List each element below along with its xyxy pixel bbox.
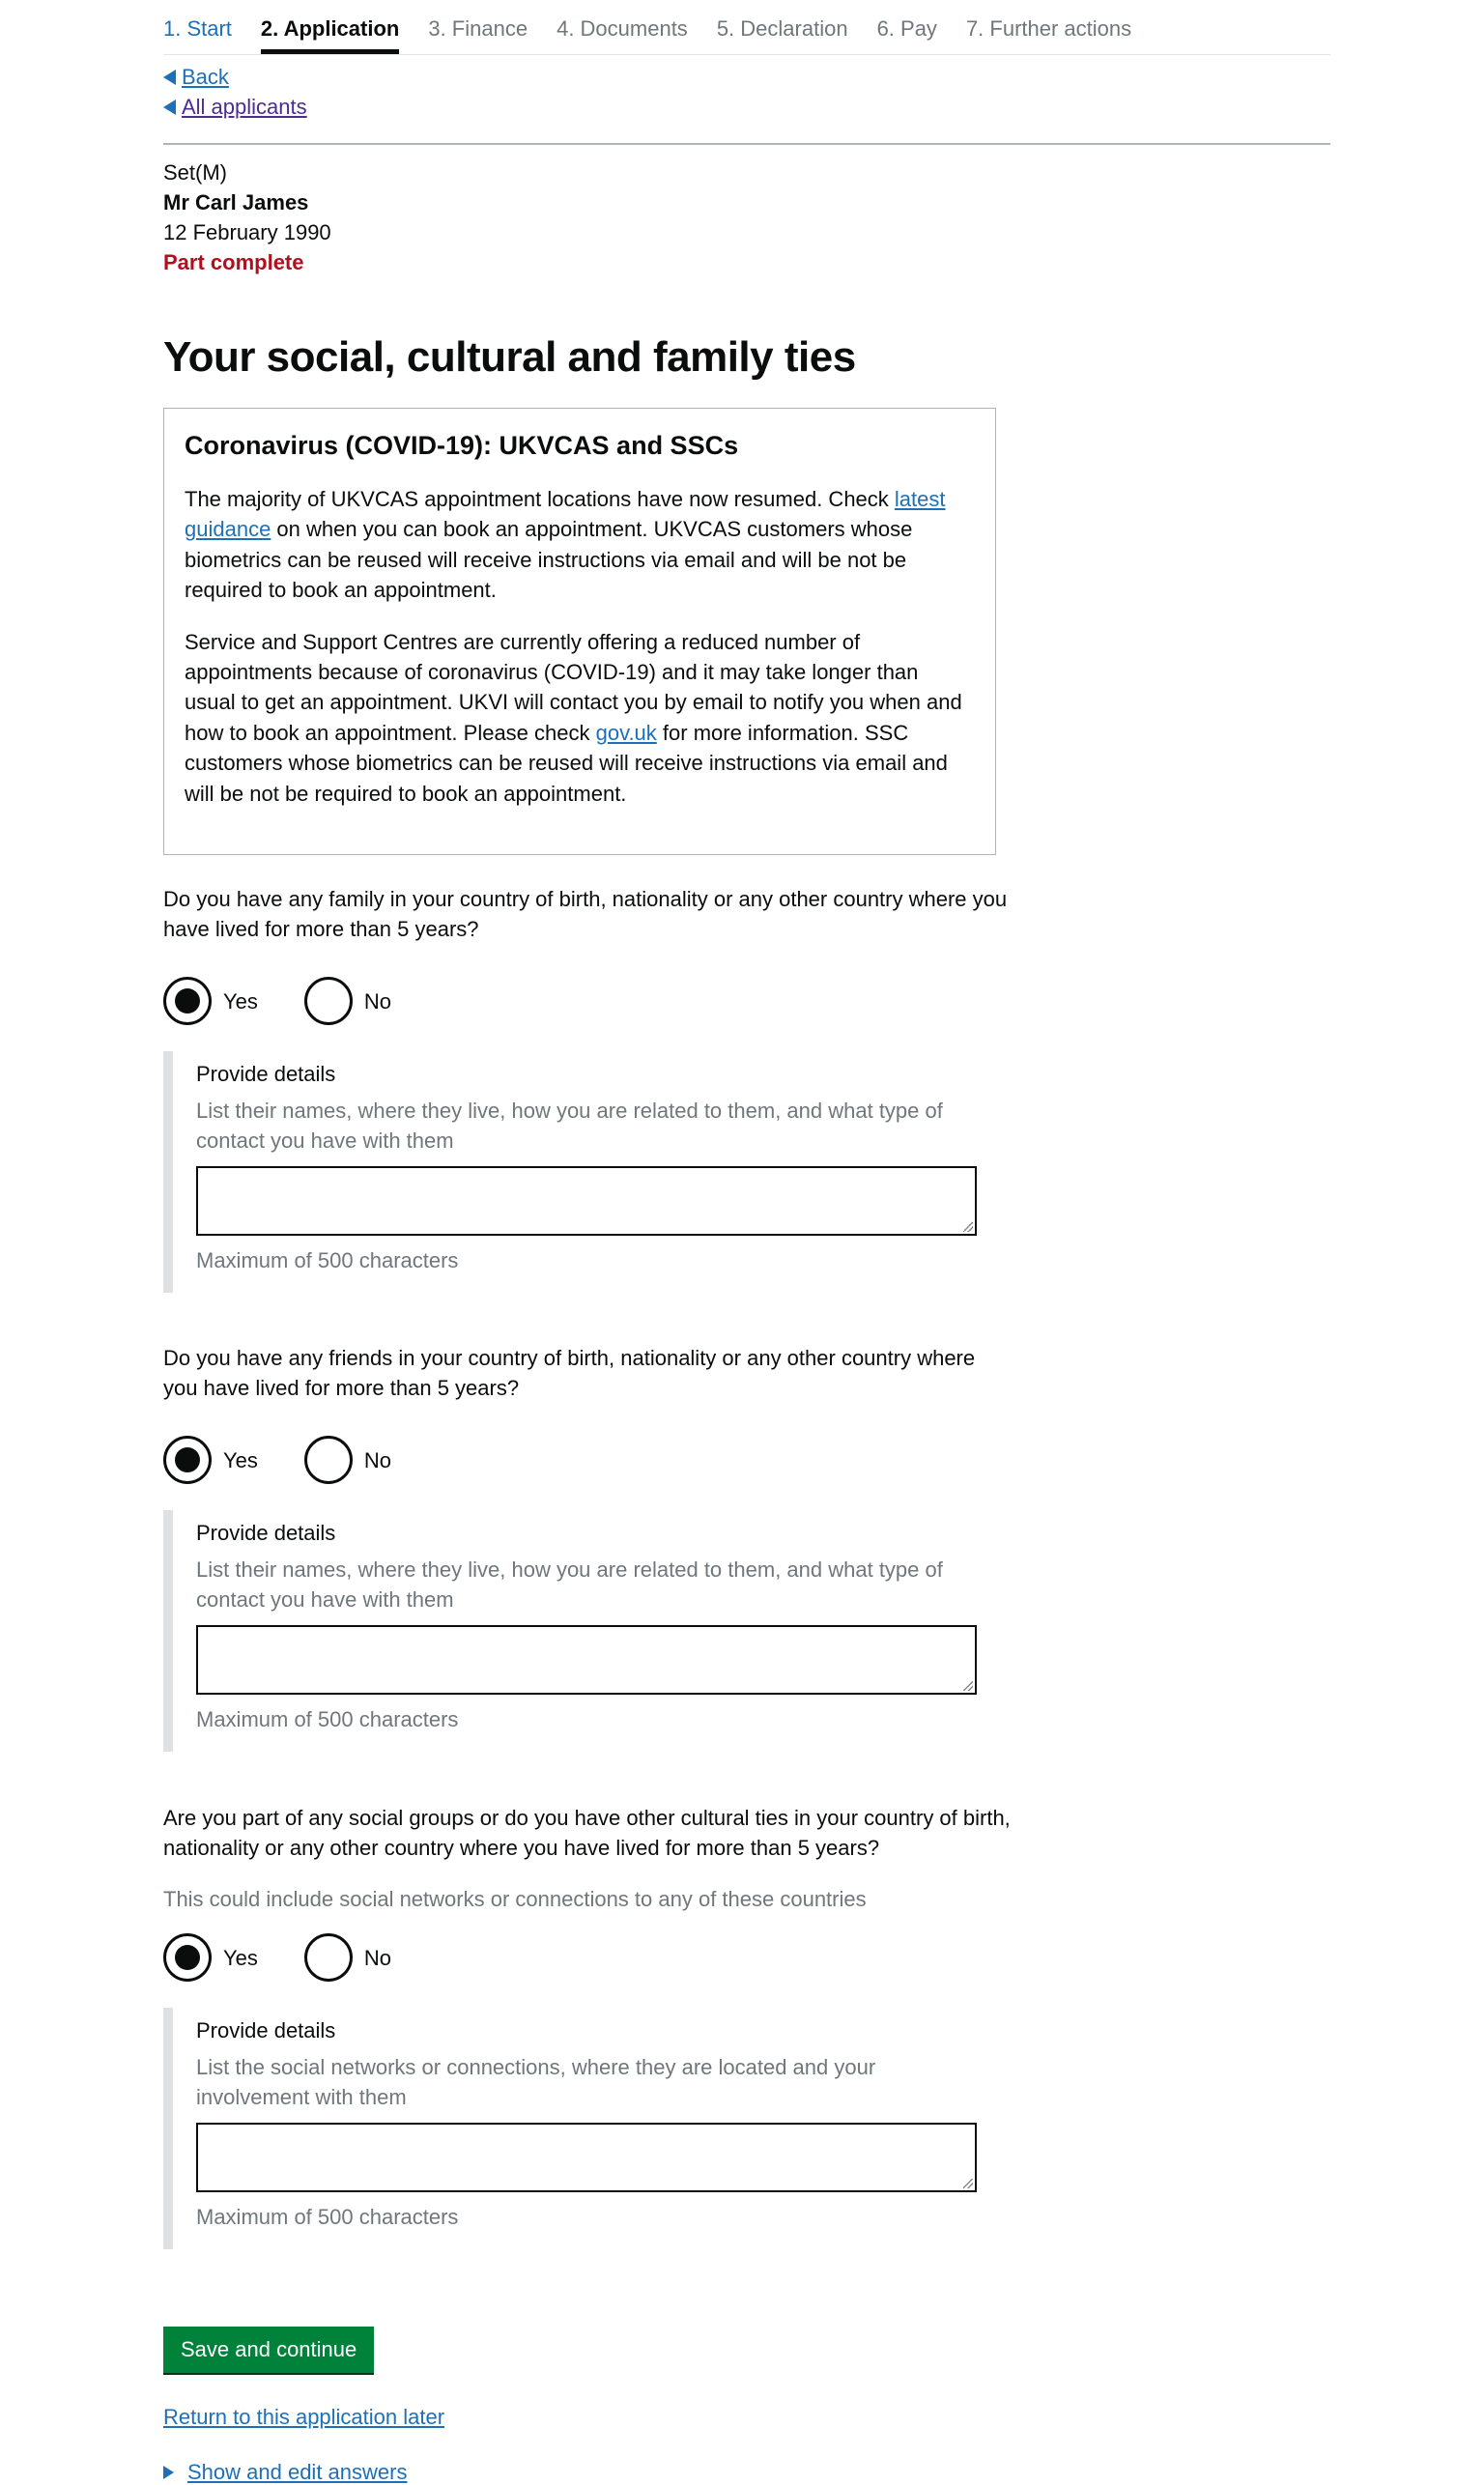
back-link[interactable] — [163, 62, 307, 92]
applicant-set: Set(M) — [163, 160, 227, 185]
radio-label: Yes — [223, 1447, 258, 1472]
friends-yes-radio[interactable] — [163, 1436, 258, 1484]
notice-text: on when you can book an appointment. UKVCAS customers whose biometrics can be reused will receive instructions via email and will be not be required to book an appointment. — [185, 517, 913, 603]
all-applicants-link[interactable] — [163, 92, 307, 122]
family-question: Do you have any family in your country of birth, nationality or any other country where you have lived for more than 5 years? — [163, 887, 1008, 942]
notice-text: Service and Support Centres are currently offering a reduced number of appointments because of coronavirus (COVID-19) and it may take longer than usual to get an appointment. UKVI will contact you by email to notify you when and how to book an appointment. Please check — [185, 629, 962, 745]
radio-selected-icon[interactable] — [163, 977, 212, 1025]
applicant-dob: 12 February 1990 — [163, 220, 331, 244]
character-limit: Maximum of 500 characters — [196, 2204, 459, 2229]
details-label: Provide details — [196, 1062, 336, 1086]
social-ties-radios — [163, 1933, 420, 1982]
step-application[interactable]: 2. Application — [261, 12, 399, 54]
page-title: Your social, cultural and family ties — [163, 333, 856, 381]
left-triangle-icon — [163, 70, 176, 85]
resize-handle-icon[interactable] — [963, 1681, 973, 1691]
social-ties-yes-radio[interactable] — [163, 1933, 258, 1982]
radio-empty-icon[interactable] — [304, 1436, 353, 1484]
family-details-textarea[interactable] — [196, 1166, 977, 1236]
radio-label: No — [363, 1447, 392, 1472]
covid-notice — [163, 408, 996, 855]
resize-handle-icon[interactable] — [963, 1222, 973, 1232]
step-start[interactable]: 1. Start — [163, 16, 232, 41]
left-triangle-icon — [163, 100, 176, 115]
right-triangle-icon — [163, 2466, 174, 2479]
family-yes-radio[interactable] — [163, 977, 258, 1025]
notice-paragraph-2 — [185, 627, 975, 809]
social-ties-details-textarea[interactable] — [196, 2123, 977, 2192]
social-ties-details — [163, 2008, 996, 2249]
friends-question: Do you have any friends in your country of birth, nationality or any other country where you have lived for more than 5 years? — [163, 1346, 976, 1401]
latest-guidance-link[interactable]: latest guidance — [185, 487, 946, 542]
radio-label: No — [363, 988, 392, 1014]
details-label: Provide details — [196, 2018, 336, 2042]
social-ties-no-radio[interactable] — [304, 1933, 391, 1982]
details-hint: List the social networks or connections, where they are located and your involvement with them — [196, 2055, 876, 2110]
notice-text: for more information. SSC customers whose biometrics can be reused will receive instructions via email and will be not be required to book an appointment. — [185, 720, 948, 806]
application-status: Part complete — [163, 250, 304, 274]
resize-handle-icon[interactable] — [963, 2179, 973, 2188]
step-finance: 3. Finance — [428, 16, 528, 41]
character-limit: Maximum of 500 characters — [196, 1706, 459, 1731]
social-ties-hint: This could include social networks or connections to any of these countries — [163, 1887, 867, 1911]
divider — [163, 143, 1330, 145]
gov-uk-link[interactable]: gov.uk — [595, 720, 657, 745]
radio-selected-icon[interactable] — [163, 1933, 212, 1982]
all-applicants-label: All applicants — [182, 94, 307, 119]
family-no-radio[interactable] — [304, 977, 391, 1025]
show-edit-answers-toggle[interactable] — [163, 2460, 407, 2485]
social-ties-question: Are you part of any social groups or do you have other cultural ties in your country of birth, nationality or any other country where you have lived for more than 5 years? — [163, 1806, 1011, 1861]
radio-selected-icon[interactable] — [163, 1436, 212, 1484]
friends-details — [163, 1510, 996, 1752]
character-limit: Maximum of 500 characters — [196, 1247, 459, 1272]
notice-paragraph-1 — [185, 484, 975, 606]
radio-label: Yes — [223, 1945, 258, 1970]
back-links — [163, 62, 307, 122]
step-further-actions: 7. Further actions — [965, 16, 1132, 41]
details-hint: List their names, where they live, how you are related to them, and what type of contact you have with them — [196, 1099, 943, 1154]
return-later-link[interactable]: Return to this application later — [163, 2405, 445, 2429]
details-hint: List their names, where they live, how you are related to them, and what type of contact you have with them — [196, 1557, 943, 1613]
applicant-name: Mr Carl James — [163, 190, 309, 214]
details-label: Provide details — [196, 1521, 336, 1545]
back-link-label: Back — [182, 64, 229, 89]
applicant-summary — [163, 157, 331, 277]
save-and-continue-button[interactable]: Save and continue — [163, 2327, 374, 2373]
step-declaration: 5. Declaration — [716, 16, 848, 41]
progress-steps — [163, 12, 1330, 55]
notice-title: Coronavirus (COVID-19): UKVCAS and SSCs — [185, 431, 739, 460]
step-documents: 4. Documents — [556, 16, 688, 41]
radio-empty-icon[interactable] — [304, 977, 353, 1025]
friends-no-radio[interactable] — [304, 1436, 391, 1484]
family-details — [163, 1051, 996, 1293]
step-pay: 6. Pay — [876, 16, 937, 41]
show-edit-answers-label: Show and edit answers — [187, 2460, 408, 2484]
radio-label: No — [363, 1945, 392, 1970]
radio-label: Yes — [223, 988, 258, 1014]
friends-radios — [163, 1436, 420, 1484]
family-radios — [163, 977, 420, 1025]
friends-details-textarea[interactable] — [196, 1625, 977, 1695]
notice-text: The majority of UKVCAS appointment locations have now resumed. Check — [185, 487, 895, 511]
radio-empty-icon[interactable] — [304, 1933, 353, 1982]
